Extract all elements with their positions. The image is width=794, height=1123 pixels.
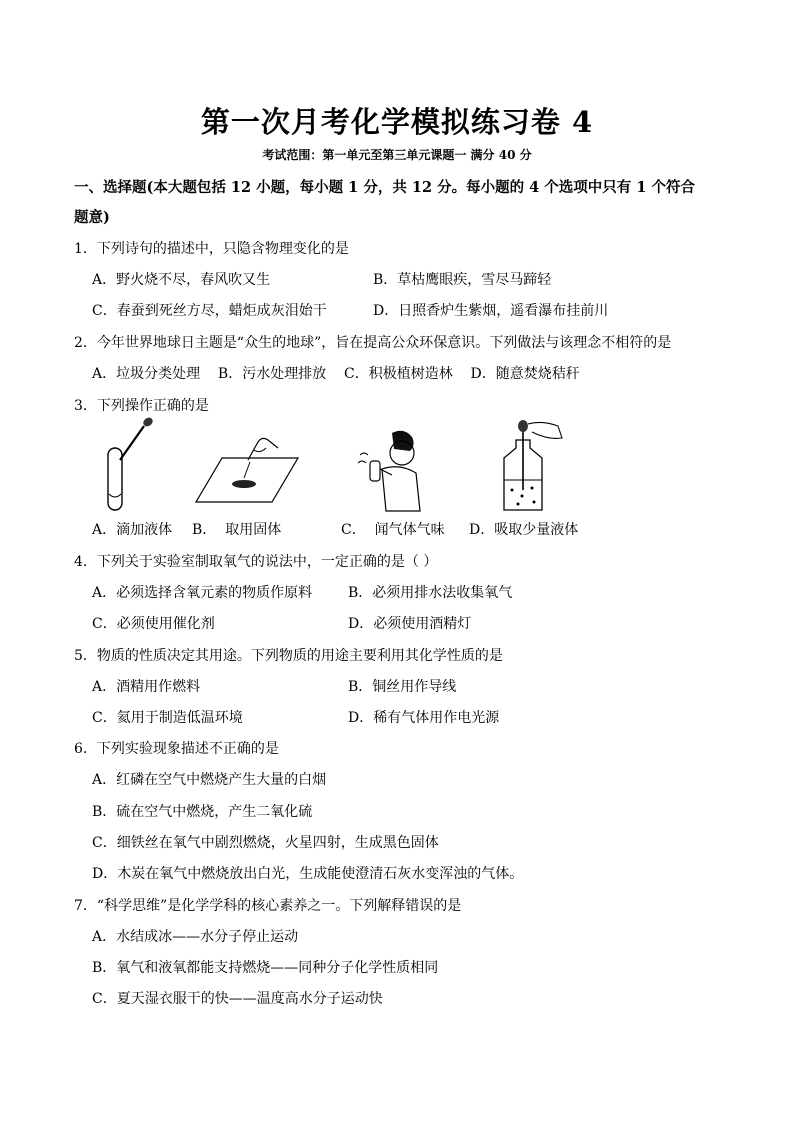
question-5: 5．物质的性质决定其用途。下列物质的用途主要利用其化学性质的是 bbox=[74, 648, 503, 664]
q1-option-b: B．草枯鹰眼疾，雪尽马蹄轻 bbox=[373, 272, 552, 288]
section-heading-cont: 题意) bbox=[74, 209, 110, 226]
question-3: 3．下列操作正确的是 bbox=[74, 398, 209, 414]
page-title: 第一次月考化学模拟练习卷 4 bbox=[200, 105, 594, 139]
q6-option-a: A．红磷在空气中燃烧产生大量的白烟 bbox=[92, 772, 327, 788]
q4-option-b: B．必须用排水法收集氧气 bbox=[348, 585, 513, 601]
dropping-liquid-illustration bbox=[100, 416, 170, 516]
q6-option-b: B．硫在空气中燃烧，产生二氧化硫 bbox=[92, 804, 313, 820]
q4-option-a: A．必须选择含氧元素的物质作原料 bbox=[92, 585, 313, 601]
q5-option-a: A．酒精用作燃料 bbox=[92, 679, 201, 695]
q1-option-c: C．春蚕到死丝方尽，蜡炬成灰泪始干 bbox=[92, 303, 327, 319]
section-heading: 一、选择题(本大题包括 12 小题，每小题 1 分，共 12 分。每小题的 4 个选项中只有 1 个符合 bbox=[74, 179, 695, 196]
question-4: 4．下列关于实验室制取氧气的说法中，一定正确的是（ ） bbox=[74, 554, 438, 570]
exam-scope: 考试范围：第一单元至第三单元课题一 满分 40 分 bbox=[262, 148, 532, 162]
question-2: 2．今年世界地球日主题是“众生的地球”，旨在提高公众环保意识。下列做法与该理念不相符的是 bbox=[74, 335, 672, 351]
q3-option-b: B． 取用固体 bbox=[192, 522, 282, 538]
q4-option-d: D．必须使用酒精灯 bbox=[348, 616, 472, 632]
q5-option-b: B．铜丝用作导线 bbox=[348, 679, 457, 695]
question-6: 6．下列实验现象描述不正确的是 bbox=[74, 741, 279, 757]
drawing-liquid-illustration bbox=[496, 418, 568, 514]
q6-option-d: D．木炭在氧气中燃烧放出白光，生成能使澄清石灰水变浑浊的气体。 bbox=[92, 866, 524, 882]
smelling-gas-illustration bbox=[352, 425, 432, 515]
q7-option-a: A．水结成冰——水分子停止运动 bbox=[92, 929, 299, 945]
q3-option-c: C． 闻气体气味 bbox=[341, 522, 445, 538]
q3-option-a: A．滴加液体 bbox=[92, 522, 173, 538]
q6-option-c: C．细铁丝在氧气中剧烈燃烧，火星四射，生成黑色固体 bbox=[92, 835, 439, 851]
question-7: 7．“科学思维”是化学学科的核心素养之一。下列解释错误的是 bbox=[74, 898, 462, 914]
question-1: 1．下列诗句的描述中，只隐含物理变化的是 bbox=[74, 241, 349, 257]
q5-option-d: D．稀有气体用作电光源 bbox=[348, 710, 500, 726]
taking-solid-illustration bbox=[192, 432, 302, 506]
q7-option-c: C．夏天湿衣服干的快——温度高水分子运动快 bbox=[92, 991, 383, 1007]
q4-option-c: C．必须使用催化剂 bbox=[92, 616, 215, 632]
q1-option-d: D．日照香炉生紫烟，遥看瀑布挂前川 bbox=[373, 303, 609, 319]
q1-option-a: A．野火烧不尽，春风吹又生 bbox=[92, 272, 271, 288]
q7-option-b: B．氧气和液氧都能支持燃烧——同种分子化学性质相同 bbox=[92, 960, 439, 976]
q5-option-c: C．氦用于制造低温环境 bbox=[92, 710, 243, 726]
q3-option-d: D．吸取少量液体 bbox=[469, 522, 579, 538]
q2-options: A．垃圾分类处理 B．污水处理排放 C．积极植树造林 D．随意焚烧秸秆 bbox=[92, 366, 580, 382]
